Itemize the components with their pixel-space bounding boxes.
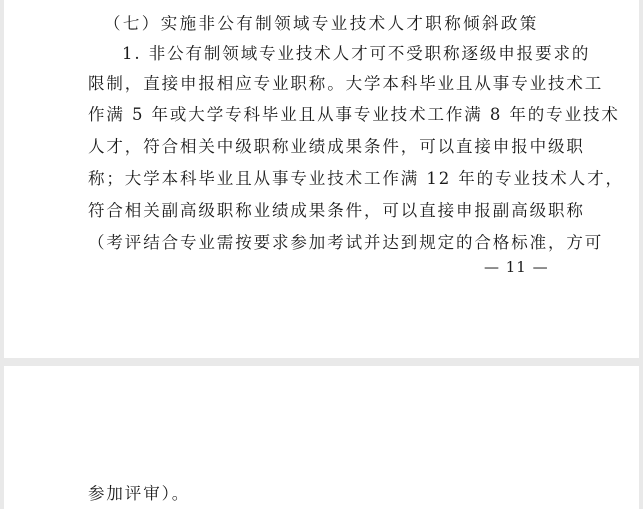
paragraph-line: 称；大学本科毕业且从事专业技术工作满 12 年的专业技术人才， <box>88 169 624 188</box>
section-heading: （七）实施非公有制领域专业技术人才职称倾斜政策 <box>104 14 539 33</box>
paragraph-line: 符合相关副高级职称业绩成果条件，可以直接申报副高级职称 <box>88 201 585 220</box>
paragraph-line: 限制，直接申报相应专业职称。大学本科毕业且从事专业技术工 <box>88 74 604 93</box>
paragraph-line: 参加评审）。 <box>88 484 191 503</box>
paragraph-line: 人才，符合相关中级职称业绩成果条件，可以直接申报中级职 <box>88 137 585 156</box>
paragraph-line: （考评结合专业需按要求参加考试并达到规定的合格标准，方可 <box>88 233 604 252</box>
document-page-2 <box>4 366 639 509</box>
paragraph-line: 1. 非公有制领域专业技术人才可不受职称逐级申报要求的 <box>122 44 591 63</box>
paragraph-line: 作满 5 年或大学专科毕业且从事专业技术工作满 8 年的专业技术 <box>88 105 620 124</box>
page-number: — 11 — <box>484 258 549 276</box>
document-page-1 <box>4 0 639 358</box>
